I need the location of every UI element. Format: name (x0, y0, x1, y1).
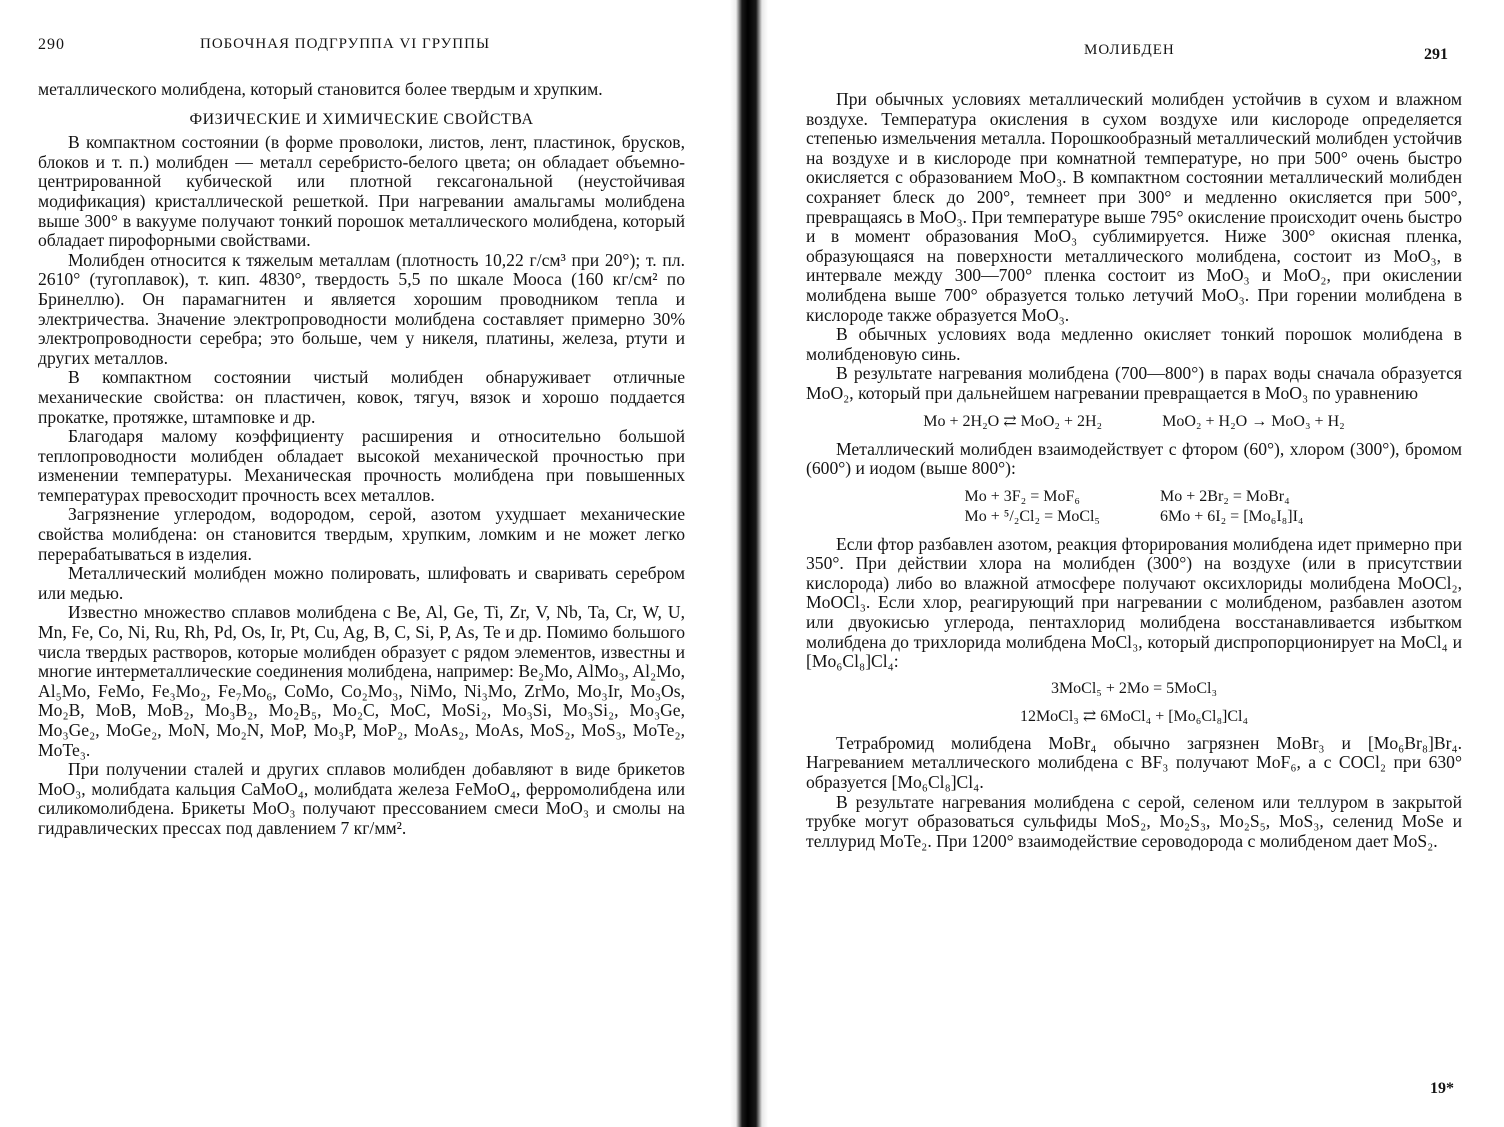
right-running-head: МОЛИБДЕН (1084, 42, 1175, 58)
right-page (768, 0, 1504, 1127)
equation: 12MoCl₃ ⇄ 6MoCl₄ + [Mo₆Cl₈]Cl₄ (1019, 707, 1249, 725)
paragraph: При обычных условиях металлический молибден устойчив в сухом и влажном воздухе. Температура окисления в сухом воздухе или кислороде определяется степенью измельчения металла. Порошкообразный металлический молибден устойчив на воздухе и в кислороде при комнатной температуре, но при 500° очень быстро окисляется с образованием MoO₃. В компактном состоянии металлический молибден сохраняет блеск до 200°, темнеет при 300° и медленно окисляется при 500°, превращаясь в MoO₃. При температуре выше 795° окисление происходит очень быстро и в момент образования MoO₃ сублимируется. Ниже 300° окисная пленка, образующаяся на поверхности металлического молибдена, состоит из MoO₃, в интервале между 300—700° пленка состоит из MoO₃ и MoO₂, при окислении молибдена выше 700° образуется только летучий MoO₃. При горении молибдена в кислороде также образуется MoO₃. (806, 89, 1462, 325)
paragraph: металлического молибдена, который становится более твердым и хрупким. (38, 79, 603, 99)
equation: MoO₂ + H₂O → MoO₃ + H₂ (1162, 412, 1345, 430)
left-page (0, 0, 730, 1127)
paragraph: В результате нагревания молибдена с серой, селеном или теллуром в закрытой трубке могут образоваться сульфиды MoS₂, Mo₂S₃, Mo₂S₅, MoS₃, селенид MoSe и теллурид MoTe₂. При 1200° взаимодействие сероводорода с молибденом дает MoS₂. (806, 791, 1462, 851)
paragraph: Металлический молибден взаимодействует с фтором (60°), хлором (300°), бромом (600°) и иодом (выше 800°): (806, 438, 1462, 479)
equation: Mo + 2Br₂ = MoBr₄ (1160, 487, 1290, 505)
signature-mark: 19* (1430, 1080, 1454, 1097)
paragraph: Металлический молибден можно полировать, шлифовать и сваривать серебром или медью. (38, 563, 685, 603)
equation-block (806, 487, 1462, 527)
left-running-head: ПОБОЧНАЯ ПОДГРУППА VI ГРУППЫ (200, 36, 491, 52)
equation: 3MoCl₅ + 2Mo = 5MoCl₃ (1050, 679, 1218, 697)
left-body (38, 80, 685, 839)
paragraph: Известно множество сплавов молибдена с Be, Al, Ge, Ti, Zr, V, Nb, Ta, Cr, W, U, Mn, Fe, Co, Ni, Ru, Rh, Pd, Os, Ir, Pt, Cu, Ag, B, C, Si, P, As, Te и др. Помимо большого числа твердых растворов, которые молибден образует с рядом элементов, известны и многие интерметаллические соединения молибдена, например: Be₂Mo, AlMo₃, Al₂Mo, Al₅Mo, FeMo, Fe₃Mo₂, Fe₇Mo₆, CoMo, Co₂Mo₃, NiMo, Ni₃Mo, ZrMo, Mo₃Ir, Mo₃Os, Mo₂B, MoB, MoB₂, Mo₃B₂, Mo₂B₅, Mo₂C, MoC, MoSi₂, Mo₃Si, Mo₃Si₂, Mo₃Ge, Mo₃Ge₂, MoGe₂, MoN, Mo₂N, MoP, Mo₃P, MoP₂, MoAs₂, MoAs, MoS₂, MoS₃, MoTe₂, MoTe₃. (38, 602, 685, 760)
paragraph: В компактном состоянии (в форме проволоки, листов, лент, пластинок, брусков, блоков и т. п.) молибден — металл серебристо-белого цвета; он обладает объемно-центрированной кубической или плотной гексагональной (неустойчивая модификация) кристаллической решеткой. При нагревании амальгамы молибдена выше 300° в вакууме получают тонкий порошок металлического молибдена, который обладает пирофорными свойствами. (38, 132, 685, 251)
paragraph: В обычных условиях вода медленно окисляет тонкий порошок молибдена в молибденовую синь. (806, 324, 1462, 364)
section-title: ФИЗИЧЕСКИЕ И ХИМИЧЕСКИЕ СВОЙСТВА (189, 110, 534, 128)
paragraph: При получении сталей и других сплавов молибден добавляют в виде брикетов MoO₃, молибдата кальция CaMoO₄, молибдата железа FeMoO₄, ферромолибдена или силикомолибдена. Брикеты MoO₃ получают прессованием смеси MoO₃ и смолы на гидравлических прессах под давлением 7 кг/мм². (38, 759, 685, 838)
right-page-number: 291 (1424, 46, 1448, 63)
right-body (806, 90, 1462, 851)
paragraph: Благодаря малому коэффициенту расширения и относительно большой теплопроводности молибден обладает высокой механической прочностью при изменении температуры. Механическая прочность молибдена при повышенных температурах превосходит прочность всех металлов. (38, 426, 685, 505)
equation: 6Mo + 6I₂ = [Mo₆I₈]I₄ (1160, 507, 1304, 525)
equation: Mo + ⁵/₂Cl₂ = MoCl₅ (964, 507, 1101, 525)
book-gutter (730, 0, 768, 1127)
equation: Mo + 2H₂O ⇄ MoO₂ + 2H₂ (923, 412, 1103, 430)
paragraph: Загрязнение углеродом, водородом, серой, азотом ухудшает механические свойства молибдена: он становится твердым, хрупким, ломким и не может легко перерабатываться в изделия. (38, 504, 685, 564)
left-page-number: 290 (38, 36, 65, 53)
paragraph: Молибден относится к тяжелым металлам (плотность 10,22 г/см³ при 20°); т. пл. 2610° (тугоплавок), т. кип. 4830°, твердость 5,5 по шкале Мооса (160 кг/см² по Бринеллю). Он парамагнитен и является хорошим проводником тепла и электричества. Значение электропроводности молибдена составляет примерно 30% электропроводности серебра; это больше, чем у никеля, платины, железа, ртути и других металлов. (38, 249, 685, 368)
paragraph: В компактном состоянии чистый молибден обнаруживает отличные механические свойства: он пластичен, ковок, тягуч, вязок и хорошо поддается прокатке, протяжке, штамповке и др. (38, 367, 685, 427)
paragraph: В результате нагревания молибдена (700—800°) в парах воды сначала образуется MoO₂, который при дальнейшем нагревании превращается в MoO₃ по уравнению (806, 363, 1462, 403)
equation: Mo + 3F₂ = MoF₆ (964, 487, 1080, 505)
equation-row (806, 412, 1462, 432)
paragraph: Если фтор разбавлен азотом, реакция фторирования молибдена идет примерно при 350°. При действии хлора на молибден (300°) на воздухе (или в присутствии кислорода) либо во влажной атмосфере получают оксихлориды молибдена MoOCl₂, MoOCl₃. Если хлор, реагирующий при нагревании с молибденом, разбавлен азотом или двуокисью углерода, пентахлорид молибдена восстанавливается избытком молибдена до трихлорида молибдена MoCl₃, который диспропорционирует на MoCl₄ и [Mo₆Cl₈]Cl₄: (806, 533, 1462, 672)
paragraph: Тетрабромид молибдена MoBr₄ обычно загрязнен MoBr₃ и [Mo₆Br₈]Br₄. Нагреванием металлического молибдена с BF₃ получают MoF₆, а с COCl₂ при 630° образуется [Mo₆Cl₈]Cl₄. (806, 732, 1462, 793)
